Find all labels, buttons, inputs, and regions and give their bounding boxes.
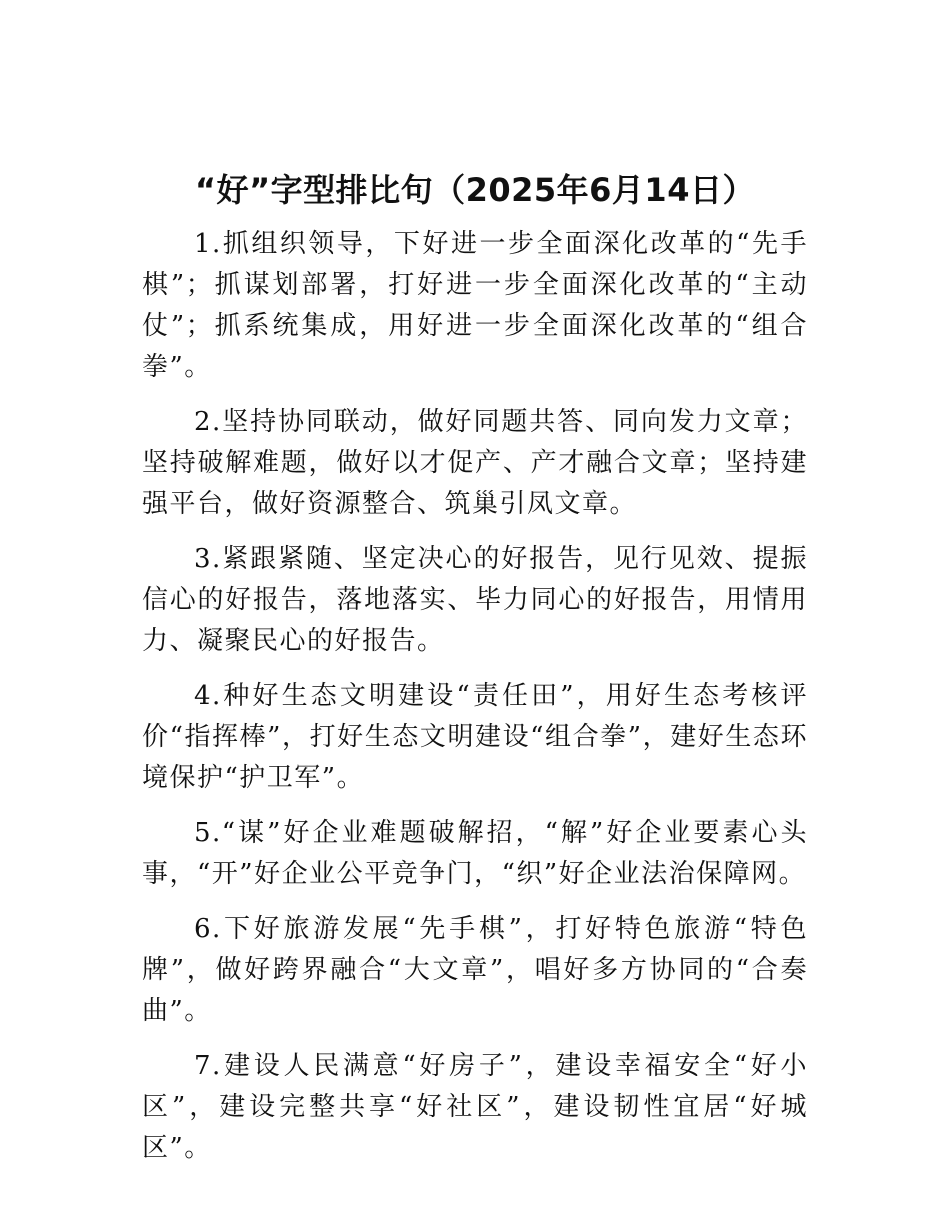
paragraph-7: 7.建设人民满意“好房子”，建设幸福安全“好小区”，建设完整共享“好社区”，建设韧性宜居“好城区”。	[142, 1051, 808, 1163]
paragraph-2: 2.坚持协同联动，做好同题共答、同向发力文章；坚持破解难题，做好以才促产、产才融合文章；坚持建强平台，做好资源整合、筑巢引凤文章。	[142, 407, 808, 519]
paragraph-4: 4.种好生态文明建设“责任田”，用好生态考核评价“指挥棒”，打好生态文明建设“组合拳”，建好生态环境保护“护卫军”。	[142, 681, 808, 793]
paragraph-5: 5.“谋”好企业难题破解招，“解”好企业要素心头事，“开”好企业公平竞争门，“织”好企业法治保障网。	[142, 818, 808, 889]
paragraph-3: 3.紧跟紧随、坚定决心的好报告，见行见效、提振信心的好报告，落地落实、毕力同心的好报告，用情用力、凝聚民心的好报告。	[142, 544, 808, 656]
document-body	[142, 224, 808, 1183]
paragraph-6: 6.下好旅游发展“先手棋”，打好特色旅游“特色牌”，做好跨界融合“大文章”，唱好多方协同的“合奏曲”。	[142, 914, 808, 1026]
document-title: “好”字型排比句（2025年6月14日）	[195, 171, 755, 209]
paragraph-1: 1.抓组织领导，下好进一步全面深化改革的“先手棋”；抓谋划部署，打好进一步全面深化改革的“主动仗”；抓系统集成，用好进一步全面深化改革的“组合拳”。	[142, 229, 808, 382]
